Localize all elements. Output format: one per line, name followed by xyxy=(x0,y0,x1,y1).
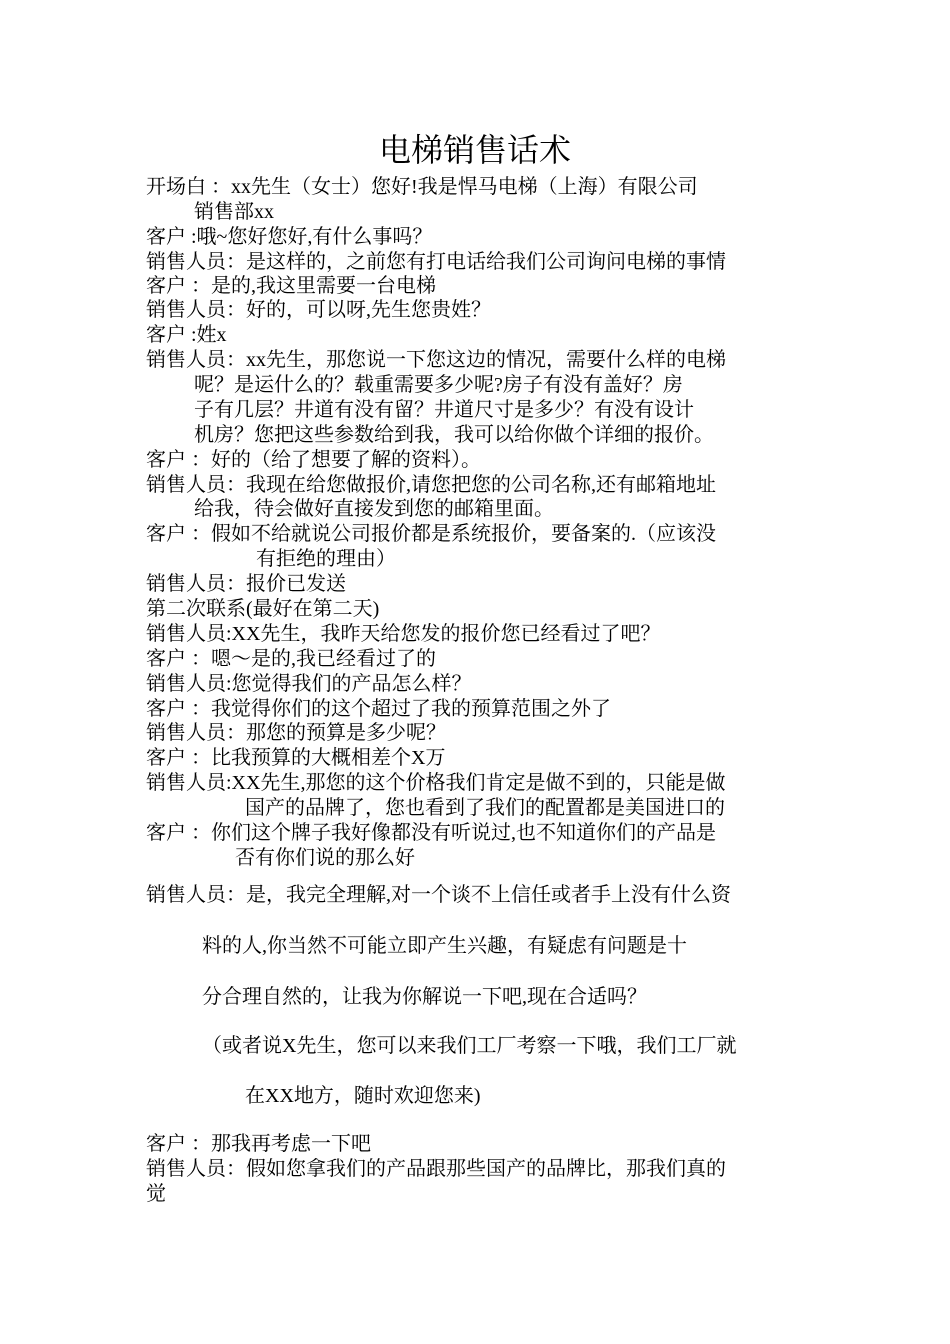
text-line: 销售人员：假如您拿我们的产品跟那些国产的品牌比，那我们真的 xyxy=(146,1158,726,1180)
text-line: 销售人员：xx先生，那您说一下您这边的情况，需要什么样的电梯 xyxy=(146,349,726,371)
text-line: 客户 ：嗯～是的,我已经看过了的 xyxy=(146,648,436,670)
text-line: 第二次联系(最好在第二天) xyxy=(146,598,380,620)
text-line: 销售人员：是这样的，之前您有打电话给我们公司询问电梯的事情 xyxy=(146,251,726,273)
text-line: 客户 :哦~您好您好,有什么事吗？ xyxy=(146,226,433,248)
text-line: 否有你们说的那么好 xyxy=(235,847,415,869)
text-line: 在XX地方，随时欢迎您来) xyxy=(245,1085,481,1107)
text-line: 给我，待会做好直接发到您的邮箱里面。 xyxy=(194,498,554,520)
text-line: 销售人员:XX先生，我昨天给您发的报价您已经看过了吧？ xyxy=(146,623,661,645)
text-line: 分合理自然的，让我为你解说一下吧,现在合适吗？ xyxy=(202,986,647,1008)
text-line: 客户 :姓x xyxy=(146,324,227,346)
text-line: 销售人员：报价已发送 xyxy=(146,573,346,595)
text-line: 客户 ：你们这个牌子我好像都没有听说过,也不知道你们的产品是 xyxy=(146,822,716,844)
text-line: 国产的品牌了，您也看到了我们的配置都是美国进口的 xyxy=(245,797,725,819)
text-line: 客户 ：好的（给了想要了解的资料）。 xyxy=(146,449,481,471)
text-line: 开场白 ：xx先生（女士）您好!我是悍马电梯（上海）有限公司 xyxy=(146,176,698,198)
text-line: 呢？是运什么的？载重需要多少呢?房子有没有盖好？房 xyxy=(194,374,683,396)
text-line: 销售人员：好的，可以呀,先生您贵姓？ xyxy=(146,299,491,321)
text-line: 销售人员：我现在给您做报价,请您把您的公司名称,还有邮箱地址 xyxy=(146,474,716,496)
text-line: 销售人员:您觉得我们的产品怎么样？ xyxy=(146,673,472,695)
text-line: 销售部xx xyxy=(194,201,274,223)
text-line: 客户 ：是的,我这里需要一台电梯 xyxy=(146,275,436,297)
text-line: 销售人员：是，我完全理解,对一个谈不上信任或者手上没有什么资 xyxy=(146,884,731,906)
text-line: 觉 xyxy=(146,1183,166,1205)
text-line: （或者说X先生，您可以来我们工厂考察一下哦，我们工厂就 xyxy=(202,1035,737,1057)
text-line: 客户 ：假如不给就说公司报价都是系统报价，要备案的.（应该没 xyxy=(146,523,716,545)
text-line: 销售人员：那您的预算是多少呢？ xyxy=(146,722,446,744)
text-line: 客户 ：那我再考虑一下吧 xyxy=(146,1133,371,1155)
text-line: 客户 ：我觉得你们的这个超过了我的预算范围之外了 xyxy=(146,698,611,720)
text-line: 有拒绝的理由） xyxy=(256,548,396,570)
text-line: 子有几层？井道有没有留？井道尺寸是多少？有没有设计 xyxy=(194,399,694,421)
text-line: 机房？您把这些参数给到我，我可以给你做个详细的报价。 xyxy=(194,424,714,446)
text-line: 客户 ：比我预算的大概相差个X万 xyxy=(146,747,446,769)
text-line: 销售人员:XX先生,那您的这个价格我们肯定是做不到的，只能是做 xyxy=(146,772,726,794)
document-title: 电梯销售话术 xyxy=(378,132,571,168)
text-line: 料的人,你当然不可能立即产生兴趣，有疑虑有问题是十 xyxy=(202,935,687,957)
